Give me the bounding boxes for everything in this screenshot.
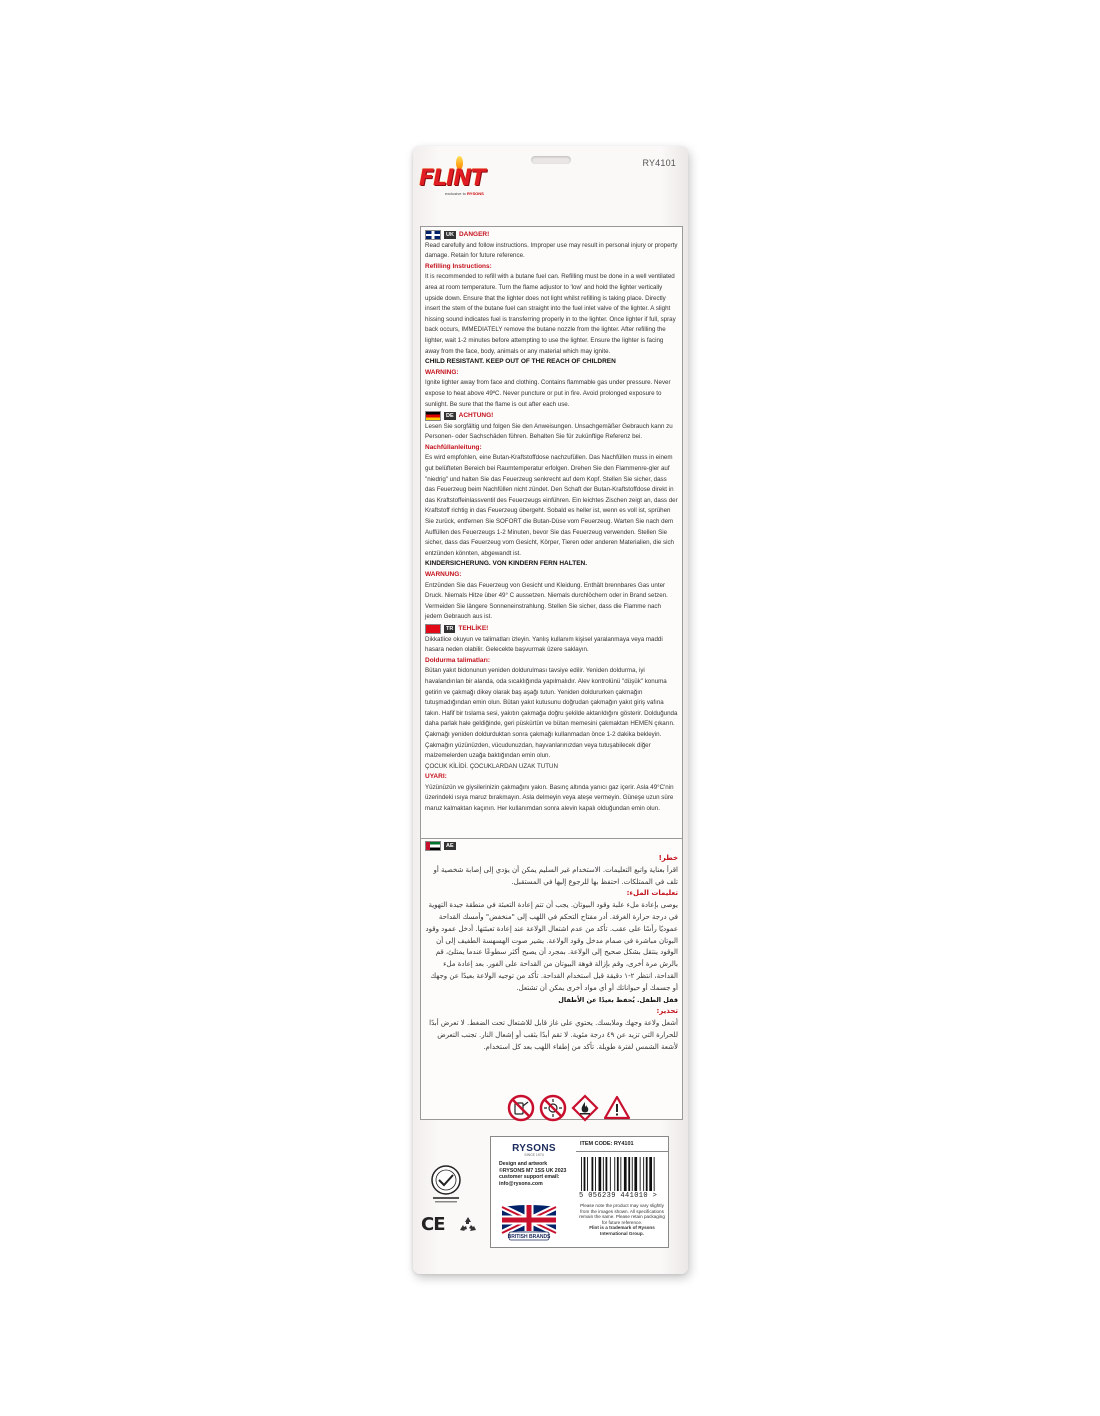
flammable-icon <box>571 1094 599 1122</box>
de-flag-icon <box>425 411 441 421</box>
arabic-panel: AE خطر! اقرأ بعناية واتبع التعليمات. الاستخدام غير السليم يمكن أن يؤدي إلى إصابة شخصية أو تلف في الممتلكات. احتفظ بها للرجوع إليها في المستقبل. تعليمات الملء: يوصى بإعادة ملء علبة وقود البيوتان. يجب أن تتم إعادة التعبئة في منطقة جيدة التهوية في درجة حرارة الغرفة. أدر مفتاح التحكم في اللهب إلى "منخفض" وأمسك القداحة عموديًا رأسًا على عقب. تأكد من عدم اشتعال الولاعة عند إعادة تعبئتها. أدخل عمود وقود البوتان مباشرة في صمام مدخل وقود الولاعة. يشير صوت الهسهسة الطفيف إلى أن الوقود ينتقل بشكل صحيح إلى الولاعة. بمجرد أن يصبح أكثر سطوعًا عندما يمتلئ، قم بالرش مرة أخرى، وقم بإزالة فوهة البيوتان من القداحة على الفور. بعد إعادة ملء القداحة، انتظر ٢-١ دقيقة قبل استخدام القداحة. تأكد من توجيه الولاعة بعيدًا عن وجهك أو جسمك أو حيواناتك أو أي مواد أخرى يمكن أن تشتعل. قفل الطفل. يُحفظ بعيدًا عن الأطفال تحذير: أشعل ولاعة وجهك وملابسك. يحتوي على غاز قابل للاشتعال تحت الضغط. لا تعرض أبدًا للحرارة التي تزيد عن ٤٩ درجة مئوية. لا تقم أبدًا بثقب أو إشعال النار. تجنب التعرض لأشعة الشمس لفترة طويلة. تأكد من إطفاء اللهب بعد كل استخدام. <box>420 838 683 1120</box>
ae-refill-title: تعليمات الملء: <box>626 889 678 898</box>
uk-danger: DANGER! <box>458 231 490 238</box>
rysons-contact: Design and artwork ©RYSONS M7 1SS UK 2023 customer support email: info@rysons.com <box>499 1161 567 1187</box>
product-code: RY4101 <box>642 158 676 168</box>
de-danger: ACHTUNG! <box>458 412 494 420</box>
barcode-number: 5 056239 441010 > <box>579 1192 658 1200</box>
tr-warning: Yüzünüzün ve giysilerinizin çakmağını yakın. Basınç altında yanıcı gaz içerir. Asla 49°C'nin üzerindeki ısıya maruz bırakmayın. Asla delmeyin veya ateşe vermeyin. Güneşe uzun süre maruz kalmaktan kaçının. Her kullanımdan sonra alevin kapalı olduğundan emin olun. <box>425 783 674 813</box>
rysons-since: SINCE 1974 <box>524 1153 544 1157</box>
de-intro: Lesen Sie sorgfältig und folgen Sie den Anweisungen. Unsachgemäßer Gebrauch kann zu Personen- oder Sachschäden führen. Behalten Sie für zukünftige Referenz bei. <box>425 422 673 441</box>
de-child: KINDERSICHERUNG. VON KINDERN FERN HALTEN. <box>425 560 588 568</box>
tr-child: ÇOCUK KİLİDİ. ÇOCUKLARDAN UZAK TUTUN <box>425 762 558 770</box>
rysons-logo: RYSONS <box>512 1143 556 1154</box>
uk-warning: Ignite lighter away from face and clothing. Contains flammable gas under pressure. Never expose to heat above 49ºC. Never puncture or put in fire. Avoid prolonged exposure to sunlight. Be sure that the flame is out after each use. <box>425 379 671 408</box>
rysons-info-box <box>490 1136 578 1248</box>
uk-intro: Read carefully and follow instructions. Improper use may result in personal injury or property damage. Retain for future reference. <box>425 241 678 260</box>
no-heat-icon <box>539 1094 567 1122</box>
ae-warning-title: تحذير: <box>656 1007 678 1016</box>
tr-refill: Bütan yakıt bidonunun yeniden doldurulması tavsiye edilir. Yeniden doldurma, iyi havalandırılan bir alanda, oda sıcaklığında yapılmalıdır. Alev kontrolünü "düşük" konuma getirin ve çakmağı dikey olarak baş aşağı tutun. Yeniden doldururken çakmağın tutuşmadığından emin olun. Bütan yakıt kutusunu doğrudan çakmağın yakıt giriş vafına takın. Hafif bir tıslama sesi, yakıtın çakmağa doğru şekilde aktarıldığını gösterir. Dolduğunda daha parlak hale geldiğinde, geri püskürtün ve bütan memesini çakmaktan HEMEN çıkarın. Çakmağı yeniden doldurduktan sonra çakmağı kullanmadan önce 1-2 dakika bekleyin. Çakmağın yüzünüzden, vücudunuzdan, hayvanlarınızdan veya tutuşabilecek diğer malzemelerden uzağa baktığından emin olun. <box>425 667 678 760</box>
british-brands-flag-icon <box>499 1203 559 1241</box>
recycle-icon <box>457 1214 479 1236</box>
brand-sub: exclusive to RYSONS <box>445 191 484 196</box>
de-refill-title: Nachfüllanleitung: <box>425 443 482 451</box>
de-refill: Es wird empfohlen, eine Butan-Kraftstoffdose nachzufüllen. Das Nachfüllen muss in einem gut belüfteten Bereich bei Raumtemperatur erfolgen. Drehen Sie den Flammenre-gler auf "niedrig" und halten Sie das Feuerzeug senkrecht auf dem Kopf. Stellen Sie sicher, dass das Feuerzeug beim Nachfüllen nicht zündet. Den Schaft der Butan-Kraftstoffdose direkt in das Kraftstoffeinlassventil des Feuerzeugs einführen. Ein leichtes Zischen zeigt an, dass der Kraftstoff richtig in das Feuerzeug übergeht. Sobald es heller ist, wenn es voll ist, sprühen Sie zurück, entfernen Sie SOFORT die Butan-Düse vom Feuerzeug. Warten Sie nach dem Auffüllen des Feuerzeugs 1-2 Minuten, bevor Sie das Feuerzeug verwenden. Stellen Sie sicher, dass das Feuerzeug vom Gesicht, Körper, Tieren oder anderen Materialien, die sich entzünden könnten, abgewandt ist. <box>425 454 678 557</box>
uk-child: CHILD RESISTANT. KEEP OUT OF THE REACH OF CHILDREN <box>425 358 616 366</box>
no-puncture-icon <box>507 1094 535 1122</box>
item-code-box <box>576 1136 669 1248</box>
hang-hole <box>531 156 571 164</box>
uk-flag-icon <box>425 230 441 240</box>
ae-danger: خطر! <box>658 854 678 862</box>
ae-refill: يوصى بإعادة ملء علبة وقود البيوتان. يجب أن تتم إعادة التعبئة في منطقة جيدة التهوية في درجة حرارة الغرفة. أدر مفتاح التحكم في اللهب إلى "منخفض" وأمسك القداحة عموديًا رأسًا على عقب. تأكد من عدم اشتعال الولاعة عند إعادة تعبئتها. أدخل عمود وقود البوتان مباشرة في صمام مدخل وقود الولاعة. يشير صوت الهسهسة الطفيف إلى أن الوقود ينتقل بشكل صحيح إلى الولاعة. بمجرد أن يصبح أكثر سطوعًا عندما يمتلئ، قم بالرش مرة أخرى، وقم بإزالة فوهة البيوتان من القداحة على الفور. بعد إعادة ملء القداحة، انتظر ٢-١ دقيقة قبل استخدام القداحة. تأكد من توجيه الولاعة بعيدًا عن وجهك أو جسمك أو حيواناتك أو أي مواد أخرى يمكن أن تشتعل. <box>425 901 678 992</box>
british-brands-label: BRITISH BRANDS <box>507 1234 551 1240</box>
brand-name: FLINT <box>419 166 485 191</box>
product-back-card <box>413 146 688 1274</box>
tr-refill-title: Doldurma talimatları: <box>425 656 491 664</box>
warning-icon <box>603 1094 631 1122</box>
disclaimer: Please note the product may vary slightly from the images shown. All specifications remain the same. Please retain packaging for future reference. Flint is a trademark of Rysons International Group. <box>579 1203 665 1236</box>
safety-icons <box>507 1094 631 1122</box>
uk-section: UK DANGER! Read carefully and follow instructions. Improper use may result in personal injury or property damage. Retain for future reference. Refilling Instructions: It is recommended to refill with a butane fuel can. Refilling must be done in a well ventilated area at room temperature. Turn the flame adjustor to 'low' and hold the lighter vertically upside down. Ensure that the lighter does not light whilst refilling is taking place. Directly insert the stem of the butane fuel can straight into the fuel inlet valve of the lighter. A slight hissing sound indicates fuel is transferring properly in to the lighter. Once lighter if full, spray back occurs, IMMEDIATELY remove the butane nozzle from the lighter. After refilling the lighter, wait 1-2 minutes before attempting to use the lighter. Ensure the lighter is facing away from the face, body, animals or any material which may ignite. CHILD RESISTANT. KEEP OUT OF THE REACH OF CHILDREN WARNING: Ignite lighter away from face and clothing. Contains flammable gas under pressure. Never expose to heat above 49ºC. Never puncture or put in fire. Avoid prolonged exposure to sunlight. Be sure that the flame is out after each use. DE ACHTUNG! Lesen Sie sorgfältig und folgen Sie den Anweisungen. Unsachgemäßer Gebrauch kann zu Personen- oder Sachschäden führen. Behalten Sie für zukünftige Referenz bei. Nachfüllanleitung: Es wird empfohlen, eine Butan-Kraftstoffdose nachzufüllen. Das Nachfüllen muss in einem gut belüfteten Bereich bei Raumtemperatur erfolgen. Drehen Sie den Flammenre-gler auf "niedrig" und halten Sie das Feuerzeug senkrecht auf dem Kopf. Stellen Sie sicher, dass das Feuerzeug beim Nachfüllen nicht zündet. Den Schaft der Butan-Kraftstoffdose direkt in das Kraftstoffeinlassventil des Feuerzeugs einführen. Ein leichtes Zischen zeigt an, dass der Kraftstoff richtig in das Feuerzeug übergeht. Sobald es heller ist, wenn es voll ist, sprühen Sie zurück, entfernen Sie SOFORT die Butan-Düse vom Feuerzeug. Warten Sie nach dem Auffüllen des Feuerzeugs 1-2 Minuten, bevor Sie das Feuerzeug verwenden. Stellen Sie sicher, dass das Feuerzeug vom Gesicht, Körper, Tieren oder anderen Materialien, die sich entzünden könnten, abgewandt ist. KINDERSICHERUNG. VON KINDERN FERN HALTEN. WARNUNG: Entzünden Sie das Feuerzeug von Gesicht und Kleidung. Enthält brennbares Gas unter Druck. Niemals Hitze über 49° C aussetzen. Niemals durchlöchern oder in Brand setzen. Vermeiden Sie längere Sonneneinstrahlung. Stellen Sie sicher, dass die Flamme nach jedem Gebrauch aus ist. TR TEHLİKE! Dikkatlice okuyun ve talimatları izleyin. Yanlış kullanım kişisel yaralanmaya veya maddi hasara neden olabilir. Gelecekte başvurmak üzere saklayın. Doldurma talimatları: Bütan yakıt bidonunun yeniden doldurulması tavsiye edilir. Yeniden doldurma, iyi havalandırılan bir alanda, oda sıcaklığında yapılmalıdır. Alev kontrolünü "düşük" konuma getirin ve çakmağı dikey olarak baş aşağı tutun. Yeniden doldururken çakmağın tutuşmadığından emin olun. Bütan yakıt kutusunu doğrudan çakmağın yakıt giriş vafına takın. Hafif bir tıslama sesi, yakıtın çakmağa doğru şekilde aktarıldığını gösterir. Dolduğunda daha parlak hale geldiğinde, geri püskürtün ve bütan memesini çakmaktan HEMEN çıkarın. Çakmağı yeniden doldurduktan sonra çakmağı kullanmadan önce 1-2 dakika bekleyin. Çakmağın yüzünüzden, vücudunuzdan, hayvanlarınızdan veya tutuşabilecek diğer malzemelerden uzağa baktığından emin olun. ÇOCUK KİLİDİ. ÇOCUKLARDAN UZAK TUTUN UYARI: Yüzünüzün ve giysilerinizin çakmağını yakın. Basınç altında yanıcı gaz içerir. Asla 49°C'nin üzerindeki ısıya maruz bırakmayın. Asla delmeyin veya ateşe vermeyin. Güneşe uzun süre maruz kalmaktan kaçının. Her kullanımdan sonra alevin kapalı olduğundan emin olun. <box>421 227 682 817</box>
item-code-label: ITEM CODE: RY4101 <box>576 1137 668 1152</box>
tr-flag-icon <box>425 624 441 634</box>
sgs-icon <box>429 1164 463 1208</box>
ae-intro: اقرأ بعناية واتبع التعليمات. الاستخدام غير السليم يمكن أن يؤدي إلى إصابة شخصية أو تلف في الممتلكات. احتفظ بها للرجوع إليها في المستقبل. <box>433 865 678 886</box>
uk-refill-title: Refilling Instructions: <box>425 262 492 270</box>
tr-danger: TEHLİKE! <box>458 624 489 632</box>
tr-intro: Dikkatlice okuyun ve talimatları izleyin. Yanlış kullanım kişisel yaralanmaya veya maddi hasara neden olabilir. Gelecekte başvurmak üzere saklayın. <box>425 635 663 654</box>
ae-flag-icon <box>425 841 441 851</box>
de-warning: Entzünden Sie das Feuerzeug von Gesicht und Kleidung. Enthält brennbares Gas unter Druck. Niemals Hitze über 49° C aussetzen. Niemals durchlöchern oder in Brand setzen. Vermeiden Sie längere Sonneneinstrahlung. Stellen Sie sicher, dass die Flamme nach jedem Gebrauch aus ist. <box>425 581 668 621</box>
ce-mark: CE <box>421 1214 445 1235</box>
ae-warning: أشعل ولاعة وجهك وملابسك. يحتوي على غاز قابل للاشتعال تحت الضغط. لا تعرض أبدًا للحرارة التي تزيد عن ٤٩ درجة مئوية. لا تقم أبدًا بثقب أو إشعال النار. تجنب التعرض لأشعة الشمس لفترة طويلة. تأكد من إطفاء اللهب بعد كل استخدام. <box>429 1019 678 1051</box>
ae-section <box>421 851 682 1056</box>
tr-warning-title: UYARI: <box>425 773 447 781</box>
barcode <box>579 1157 663 1191</box>
uk-warning-title: WARNING: <box>425 368 459 376</box>
de-warning-title: WARNUNG: <box>425 571 462 578</box>
instructions-panel <box>420 226 683 850</box>
flint-logo <box>419 156 515 196</box>
uk-refill: It is recommended to refill with a butane fuel can. Refilling must be done in a well ventilated area at room temperature. Turn the flame adjustor to 'low' and hold the lighter vertically upside down. Ensure that the lighter does not light whilst refilling is taking place. Directly insert the stem of the butane fuel can straight into the fuel inlet valve of the lighter. A slight hissing sound indicates fuel is transferring properly in to the lighter. Once lighter if full, spray back occurs, IMMEDIATELY remove the butane nozzle from the lighter. After refilling the lighter, wait 1-2 minutes before attempting to use the lighter. Ensure the lighter is facing away from the face, body, animals or any material which may ignite. <box>425 273 676 355</box>
ae-child: قفل الطفل. يُحفظ بعيدًا عن الأطفال <box>558 995 678 1004</box>
